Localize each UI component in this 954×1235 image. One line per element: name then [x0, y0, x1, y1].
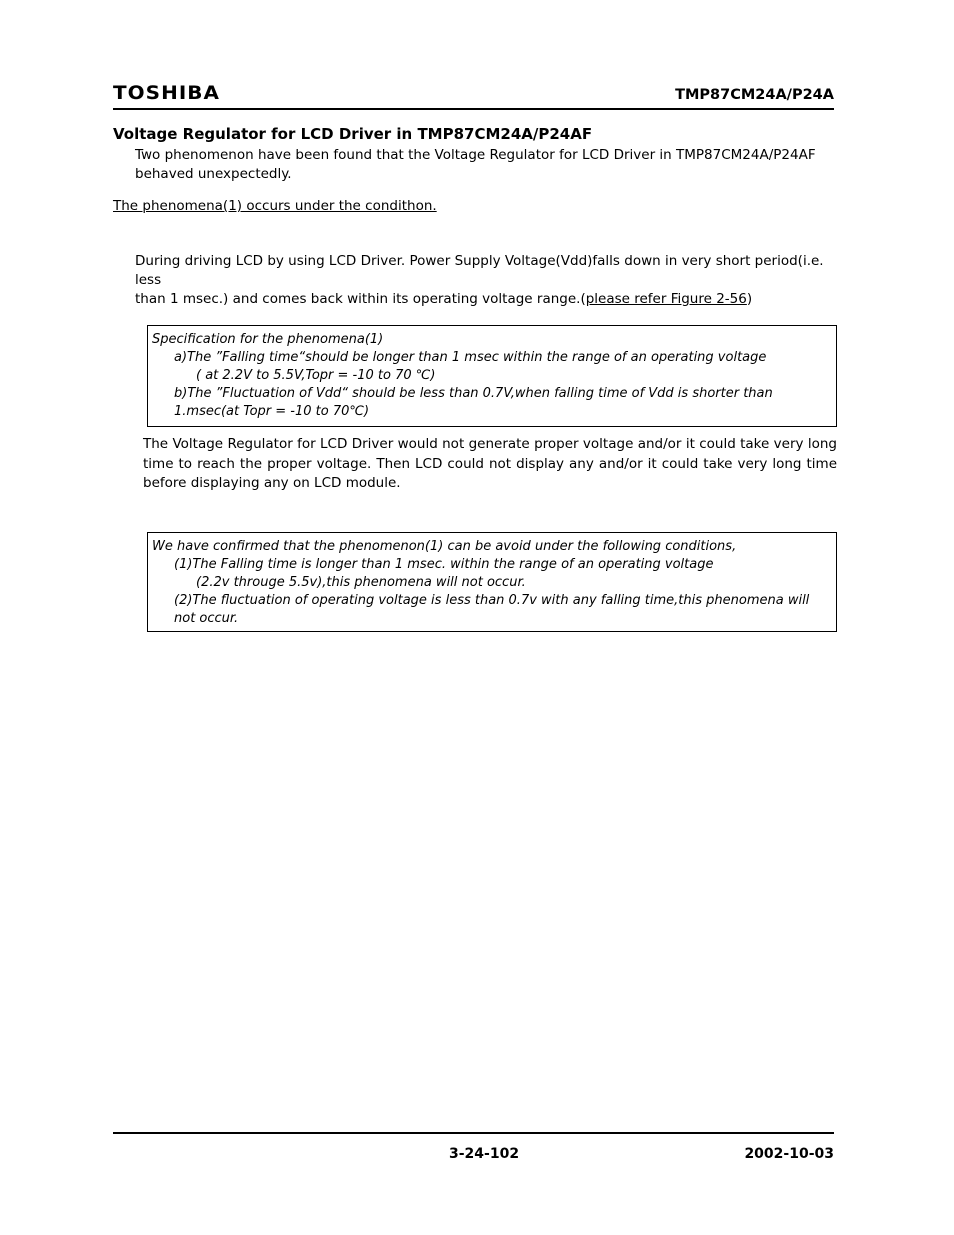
intro-paragraph: [135, 146, 835, 184]
condition-paragraph: [135, 252, 845, 309]
footer-divider: [113, 1132, 834, 1134]
confirm-heading: We have confirmed that the phenomenon(1) can be avoid under the following conditions,: [152, 539, 737, 554]
header-divider: [113, 108, 834, 110]
consequence-paragraph: The Voltage Regulator for LCD Driver would not generate proper voltage and/or it could take very long time to reach the proper voltage. Then LCD could not display any and/or it could take very long time before displaying any on LCD module.: [143, 436, 837, 491]
spec-item-b-cont: 1.msec(at Topr = -10 to 70℃): [174, 404, 370, 419]
document-date: 2002-10-03: [744, 1146, 834, 1162]
specification-box: [147, 325, 837, 427]
confirm-item-1-range: (2.2v througe 5.5v),this phenomena will not occur.: [196, 575, 526, 590]
section-title: Voltage Regulator for LCD Driver in TMP87CM24A/P24AF: [113, 125, 593, 143]
condition-line-2: [135, 290, 845, 309]
spec-item-a: a)The ”Falling time“should be longer than 1 msec within the range of an operating voltage: [174, 350, 767, 365]
condition-heading: The phenomena(1) occurs under the condithon.: [113, 198, 437, 214]
part-number: TMP87CM24A/P24A: [675, 87, 834, 103]
condition-text: than 1 msec.) and comes back within its operating voltage range.(: [135, 291, 586, 307]
confirm-item-2-cont: not occur.: [174, 611, 239, 626]
condition-close: ): [746, 291, 753, 307]
condition-line-1: During driving LCD by using LCD Driver. Power Supply Voltage(Vdd)falls down in very short period(i.e. less: [135, 253, 824, 288]
spec-item-b: b)The ”Fluctuation of Vdd“ should be less than 0.7V,when falling time of Vdd is shorter than: [174, 386, 773, 401]
figure-reference-link[interactable]: please refer Figure 2-56: [585, 291, 747, 307]
intro-line-2: behaved unexpectedly.: [135, 166, 292, 182]
confirm-item-1: (1)The Falling time is longer than 1 msec. within the range of an operating voltage: [174, 557, 714, 572]
confirm-item-2: (2)The fluctuation of operating voltage is less than 0.7v with any falling time,this phenomena will: [174, 593, 810, 608]
intro-line-1: Two phenomenon have been found that the Voltage Regulator for LCD Driver in TMP87CM24A/P24AF: [135, 147, 816, 163]
confirmation-box: [147, 532, 837, 632]
company-logo: TOSHIBA: [113, 82, 221, 104]
spec-item-a-range: ( at 2.2V to 5.5V,Topr = -10 to 70 ℃): [196, 368, 436, 383]
spec-heading: Specification for the phenomena(1): [152, 332, 384, 347]
page-number: 3-24-102: [449, 1146, 520, 1162]
